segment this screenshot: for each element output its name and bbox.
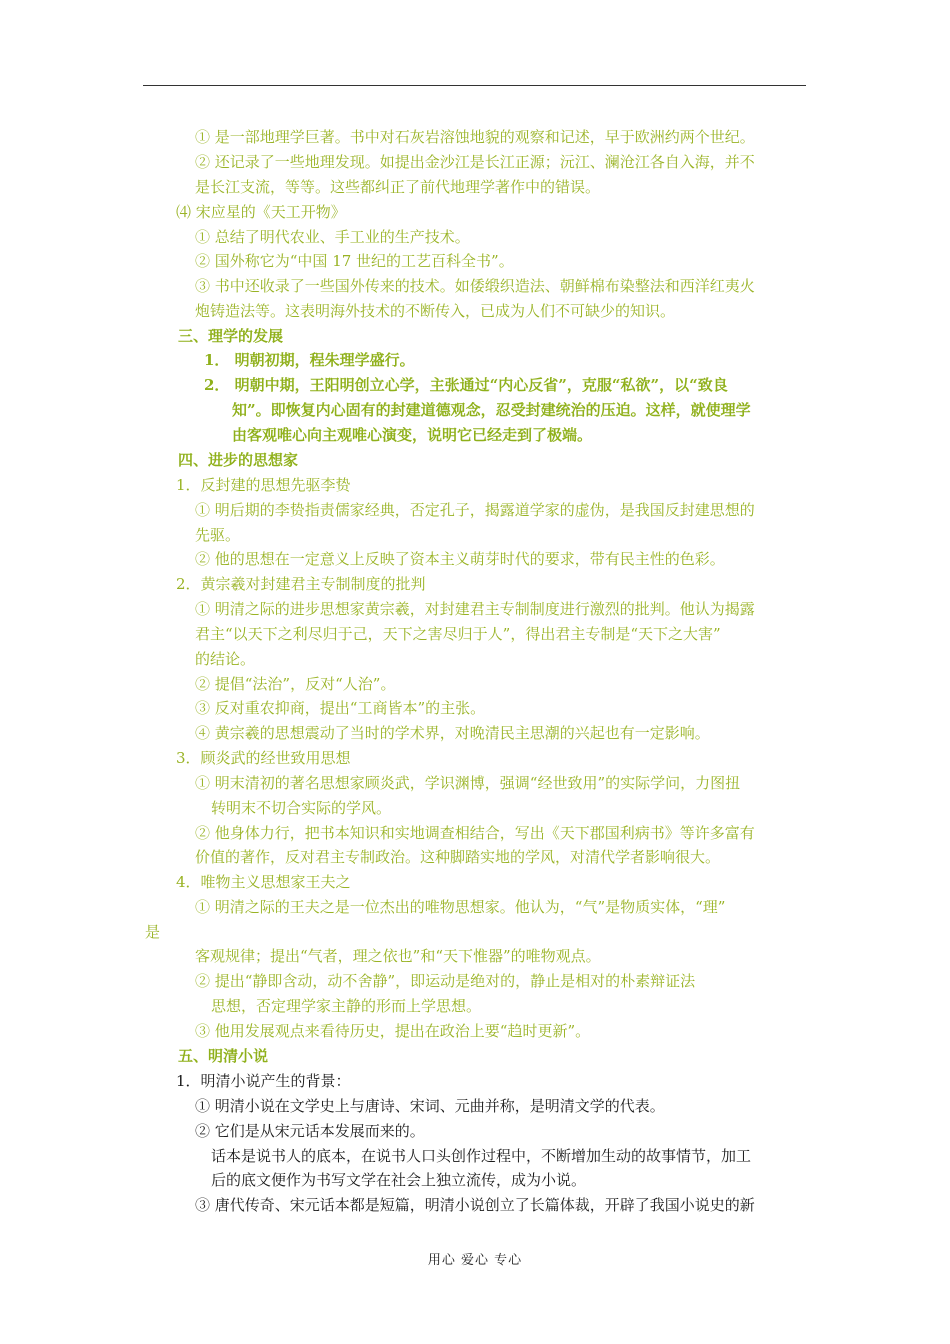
- text-line: 客观规律；提出“气者，理之依也”和“天下惟器”的唯物观点。: [195, 947, 601, 965]
- text-line: 话本是说书人的底本，在说书人口头创作过程中，不断增加生动的故事情节，加工: [211, 1147, 752, 1165]
- section-heading: 三、理学的发展: [178, 327, 284, 345]
- text-line: ② 提出“静即含动，动不舍静”，即运动是绝对的，静止是相对的朴素辩证法: [195, 972, 696, 990]
- text-line: ② 提倡“法治”，反对“人治”。: [195, 675, 396, 693]
- text-line: 后的底文便作为书写文学在社会上独立流传，成为小说。: [211, 1171, 587, 1189]
- text-line: 1．明清小说产生的背景：: [176, 1072, 351, 1090]
- text-line: ⑷ 宋应星的《天工开物》: [176, 203, 346, 221]
- text-line: ② 它们是从宋元话本发展而来的。: [195, 1122, 425, 1140]
- section-heading: 由客观唯心向主观唯心演变，说明它已经走到了极端。: [232, 426, 593, 444]
- text-line: ② 国外称它为“中国 17 世纪的工艺百科全书”。: [195, 252, 514, 270]
- section-heading: 四、进步的思想家: [178, 451, 299, 469]
- text-line: ① 明清小说在文学史上与唐诗、宋词、元曲并称，是明清文学的代表。: [195, 1097, 665, 1115]
- text-line: 价值的著作，反对君主专制政治。这种脚踏实地的学风，对清代学者影响很大。: [195, 848, 721, 866]
- text-line: 先驱。: [195, 526, 241, 544]
- text-line: ③ 唐代传奇、宋元话本都是短篇，明清小说创立了长篇体裁，开辟了我国小说史的新: [195, 1196, 755, 1214]
- text-line: ② 还记录了一些地理发现。如提出金沙江是长江正源；沅江、澜沧江各自入海，并不: [195, 153, 755, 171]
- text-line: ② 他的思想在一定意义上反映了资本主义萌芽时代的要求，带有民主性的色彩。: [195, 550, 725, 568]
- text-line: ② 他身体力行，把书本知识和实地调查相结合，写出《天下郡国利病书》等许多富有: [195, 824, 755, 842]
- text-line: ③ 他用发展观点来看待历史，提出在政治上要“趋时更新”。: [195, 1022, 591, 1040]
- text-line: 转明末不切合实际的学风。: [211, 799, 392, 817]
- section-heading: 2． 明朝中期，王阳明创立心学，主张通过“内心反省”，克服“私欲”，以“致良: [204, 376, 728, 394]
- text-line: ③ 书中还收录了一些国外传来的技术。如倭缎织造法、朝鲜棉布染整法和西洋红夷火: [195, 277, 755, 295]
- text-line: 是长江支流，等等。这些都纠正了前代地理学著作中的错误。: [195, 178, 601, 196]
- header-rule: [143, 85, 806, 86]
- section-heading: 1． 明朝初期，程朱理学盛行。: [204, 351, 415, 369]
- text-line: 思想，否定理学家主静的形而上学思想。: [211, 997, 482, 1015]
- text-line: ① 明末清初的著名思想家顾炎武，学识渊博，强调“经世致用”的实际学问，力图扭: [195, 774, 741, 792]
- text-line: ① 明清之际的王夫之是一位杰出的唯物思想家。他认为，“气”是物质实体，“理”: [195, 898, 726, 916]
- section-heading: 知”。即恢复内心固有的封建道德观念，忍受封建统治的压迫。这样，就使理学: [232, 401, 751, 419]
- text-line: 4．唯物主义思想家王夫之: [176, 873, 351, 891]
- text-line: ① 明清之际的进步思想家黄宗羲，对封建君主专制制度进行激烈的批判。他认为揭露: [195, 600, 755, 618]
- text-line: ① 总结了明代农业、手工业的生产技术。: [195, 228, 470, 246]
- text-line: 2．黄宗羲对封建君主专制制度的批判: [176, 575, 426, 593]
- text-line: 3．顾炎武的经世致用思想: [176, 749, 351, 767]
- text-line: ④ 黄宗羲的思想震动了当时的学术界，对晚清民主思潮的兴起也有一定影响。: [195, 724, 710, 742]
- text-line: 是: [145, 923, 161, 941]
- text-line: 炮铸造法等。这表明海外技术的不断传入，已成为人们不可缺少的知识。: [195, 302, 676, 320]
- text-line: ① 明后期的李贽指责儒家经典，否定孔子，揭露道学家的虚伪，是我国反封建思想的: [195, 501, 755, 519]
- page-footer: 用心 爱心 专心: [427, 1253, 523, 1268]
- text-line: ③ 反对重农抑商，提出“工商皆本”的主张。: [195, 699, 486, 717]
- text-line: 的结论。: [195, 650, 256, 668]
- text-line: 君主“以天下之利尽归于己，天下之害尽归于人”，得出君主专制是“天下之大害”: [195, 625, 721, 643]
- text-line: 1．反封建的思想先驱李贽: [176, 476, 351, 494]
- text-line: ① 是一部地理学巨著。书中对石灰岩溶蚀地貌的观察和记述，早于欧洲约两个世纪。: [195, 128, 755, 146]
- section-heading: 五、明清小说: [178, 1047, 269, 1065]
